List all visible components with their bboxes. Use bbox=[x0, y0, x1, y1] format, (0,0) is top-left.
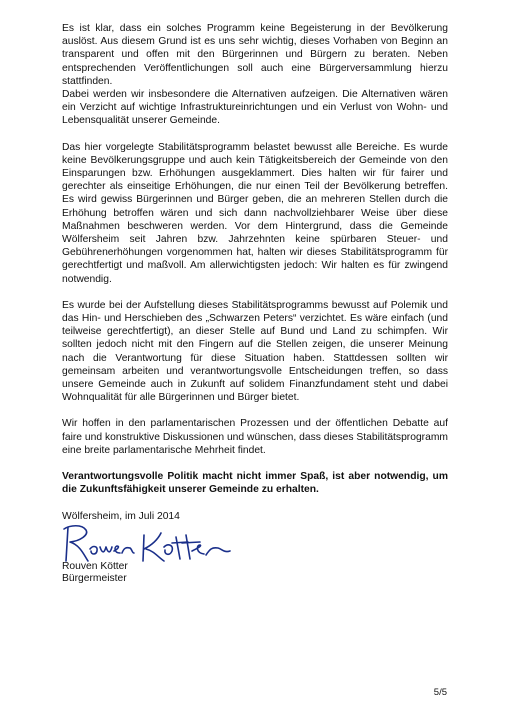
signer-name: Rouven Kötter bbox=[62, 560, 128, 572]
paragraph-alternatives: Dabei werden wir insbesondere die Alternativen aufzeigen. Die Alternativen wären ein Verzicht auf wichtige Infrastruktureinrichtungen und ein Verlust von Wohn- und Lebensqualität unserer Gemeinde. bbox=[62, 89, 448, 127]
place-date: Wölfersheim, im Juli 2014 bbox=[62, 510, 180, 522]
document-page bbox=[62, 22, 448, 585]
paragraph-parliamentary-hope: Wir hoffen in den parlamentarischen Prozessen und der öffentlichen Debatte auf faire und konstruktive Diskussionen und wünschen, dass dieses Stabilitätsprogramm eine breite parlamentarische Mehrheit findet. bbox=[62, 418, 448, 456]
paragraph-citizen-consultation: Es ist klar, dass ein solches Programm keine Begeisterung in der Bevölkerung auslöst. Aus diesem Grund ist es uns sehr wichtig, dieses Vorhaben von Beginn an transparent und offen mit den Bürgerinnen und Bürgern zu beraten. Neben entsprechenden Veröffentlichungen soll auch eine Bürgerversammlung hierzu stattfinden. bbox=[62, 23, 448, 87]
signer-title: Bürgermeister bbox=[62, 572, 127, 584]
paragraph-stability-program: Das hier vorgelegte Stabilitätsprogramm belastet bewusst alle Bereiche. Es wurde keine Bevölkerungsgruppe und auch kein Tätigkeitsbereich der Gemeinde von den Einsparungen bzw. Erhöhungen ausgeklammert. Dies halten wir für fairer und gerechter als einseitige Erhöhungen, die nur einen Teil der Bevölkerung betreffen. Es wird gewiss Bürgerinnen und Bürger geben, die an mehreren Stellen durch die Erhöhung betroffen wären und sich dann nachvollziehbarer Weise über diese Maßnahmen beschweren werden. Vor dem Hintergrund, dass die Gemeinde Wölfersheim seit Jahren bzw. Jahrzehnten keine spürbaren Steuer- und Gebührenerhöhungen vorgenommen hat, halten wir dieses Stabilitätsprogramm für gerechtfertigt und maßvoll. Am allerwichtigsten jedoch: Wir halten es für zwingend notwendig. bbox=[62, 141, 448, 285]
page-number: 5/5 bbox=[433, 687, 447, 698]
handwritten-signature bbox=[62, 525, 262, 569]
closing-statement: Verantwortungsvolle Politik macht nicht immer Spaß, ist aber notwendig, um die Zukunftsfähigkeit unserer Gemeinde zu erhalten. bbox=[62, 471, 448, 496]
paragraph-no-polemics: Es wurde bei der Aufstellung dieses Stabilitätsprogramms bewusst auf Polemik und das Hin- und Herschieben des „Schwarzen Peters“ verzichtet. Es wäre einfach (und teilweise gerechtfertigt), an dieser Stelle auf Bund und Land zu schimpfen. Wir sollten jedoch nicht mit den Fingern auf die Stellen zeigen, die unserer Meinung nach die Verantwortung für diese Situation haben. Stattdessen sollten wir gemeinsam arbeiten und verantwortungsvolle Entscheidungen treffen, so dass unsere Gemeinde auch in Zukunft auf solidem Finanzfundament steht und dabei Wohnqualität für alle Bürgerinnen und Bürger bietet. bbox=[62, 299, 448, 404]
